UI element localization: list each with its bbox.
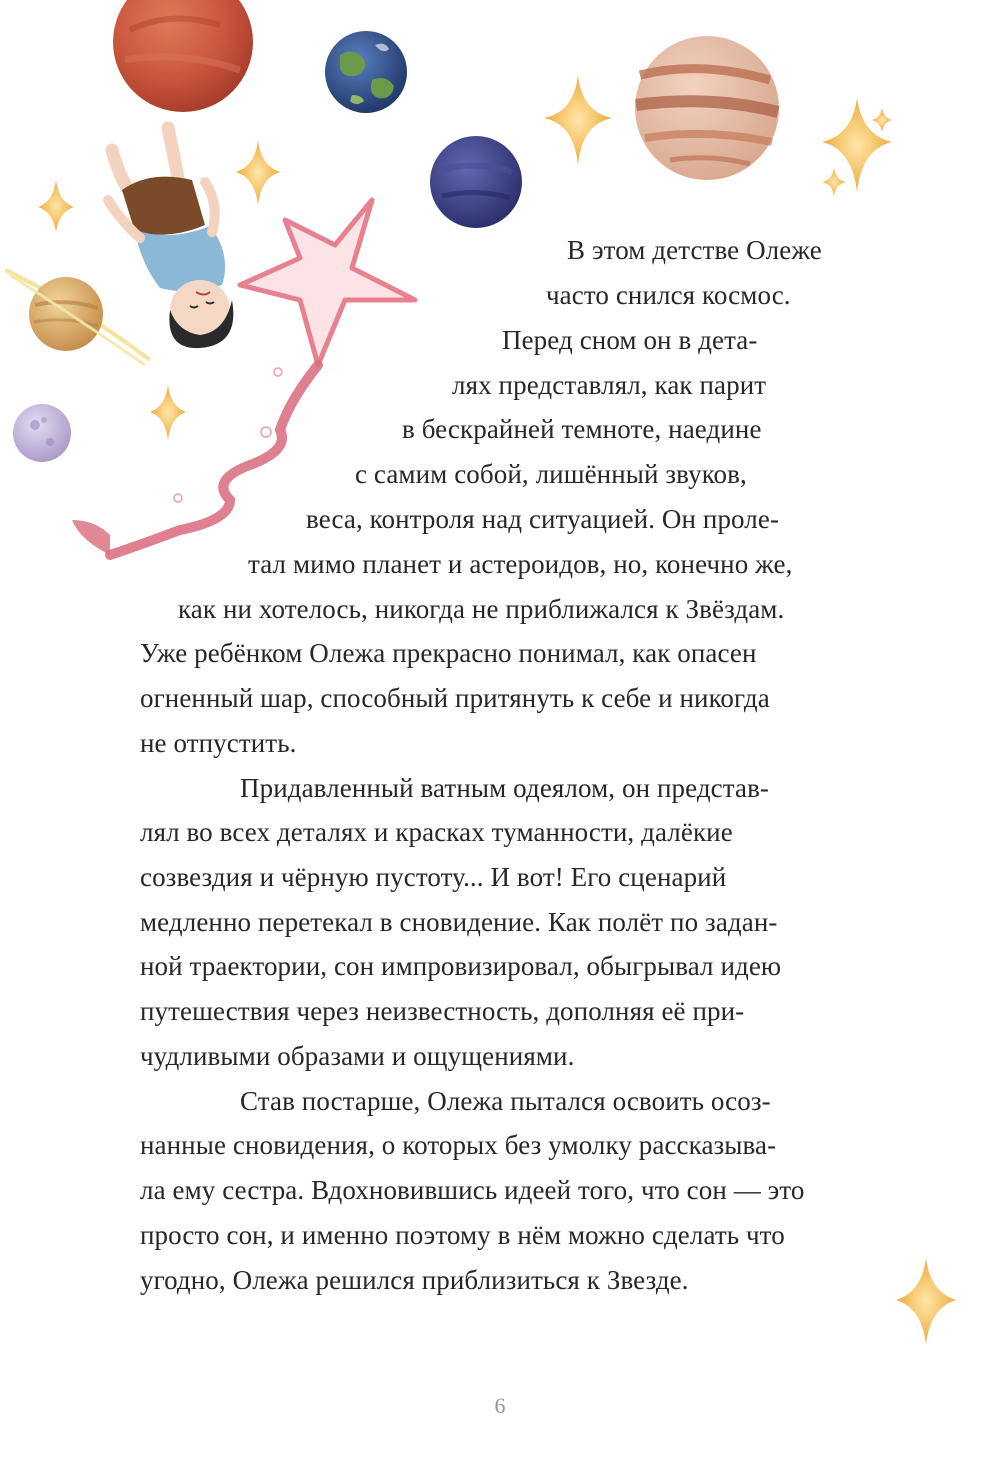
sparkle-star-icon <box>236 140 280 205</box>
text-line: не отпустить. <box>140 728 297 758</box>
banded-planet-icon <box>635 36 779 180</box>
text-line: огненный шар, способный притянуть к себе и никогда <box>140 683 770 713</box>
text-line: лях представлял, как парит <box>452 370 767 400</box>
sparkle-star-icon <box>150 385 186 440</box>
text-line: ла ему сестра. Вдохновившись идеей того, что сон — это <box>140 1175 805 1205</box>
text-line: путешествия через неизвестность, дополняя её при- <box>140 996 745 1026</box>
sparkle-star-icon <box>38 180 74 232</box>
text-line: нанные сновидения, о которых без умолку рассказыва- <box>140 1130 777 1160</box>
earth-planet-icon <box>325 31 407 113</box>
sparkle-star-icon <box>896 1258 956 1345</box>
text-line: веса, контроля над ситуацией. Он проле- <box>306 504 780 534</box>
text-line: часто снился космос. <box>546 280 791 310</box>
text-line: просто сон, и именно поэтому в нём можно сделать что <box>140 1220 785 1250</box>
text-line: лял во всех деталях и красках туманности, далёкие <box>140 817 733 847</box>
text-line: ной траектории, сон импровизировал, обыгрывал идею <box>140 951 782 981</box>
floating-boy-icon <box>108 128 233 348</box>
text-line: В этом детстве Олеже <box>567 235 822 265</box>
text-line: в бескрайней темноте, наедине <box>402 414 762 444</box>
blue-planet-icon <box>430 136 522 228</box>
text-line: с самим собой, лишённый звуков, <box>355 459 747 489</box>
text-line: Уже ребёнком Олежа прекрасно понимал, как опасен <box>140 638 757 668</box>
red-planet-icon <box>113 0 253 112</box>
ringed-planet-icon <box>5 270 150 365</box>
text-line: Перед сном он в дета- <box>502 325 758 355</box>
page-number: 6 <box>494 1393 506 1418</box>
moon-planet-icon <box>13 404 71 462</box>
text-line: как ни хотелось, никогда не приближался к Звёздам. <box>178 594 785 624</box>
text-line: Став постарше, Олежа пытался освоить осоз- <box>240 1086 771 1116</box>
text-line: угодно, Олежа решился приблизиться к Звезде. <box>140 1265 689 1295</box>
text-line: созвездия и чёрную пустоту... И вот! Его сценарий <box>140 862 727 892</box>
sparkle-star-icon <box>544 75 612 165</box>
text-line: чудливыми образами и ощущениями. <box>140 1041 575 1071</box>
text-line: тал мимо планет и астероидов, но, конечно же, <box>248 549 793 579</box>
sparkle-star-icon <box>822 98 892 196</box>
text-line: Придавленный ватным одеялом, он представ- <box>240 773 770 803</box>
text-line: медленно перетекал в сновидение. Как полёт по задан- <box>140 907 778 937</box>
